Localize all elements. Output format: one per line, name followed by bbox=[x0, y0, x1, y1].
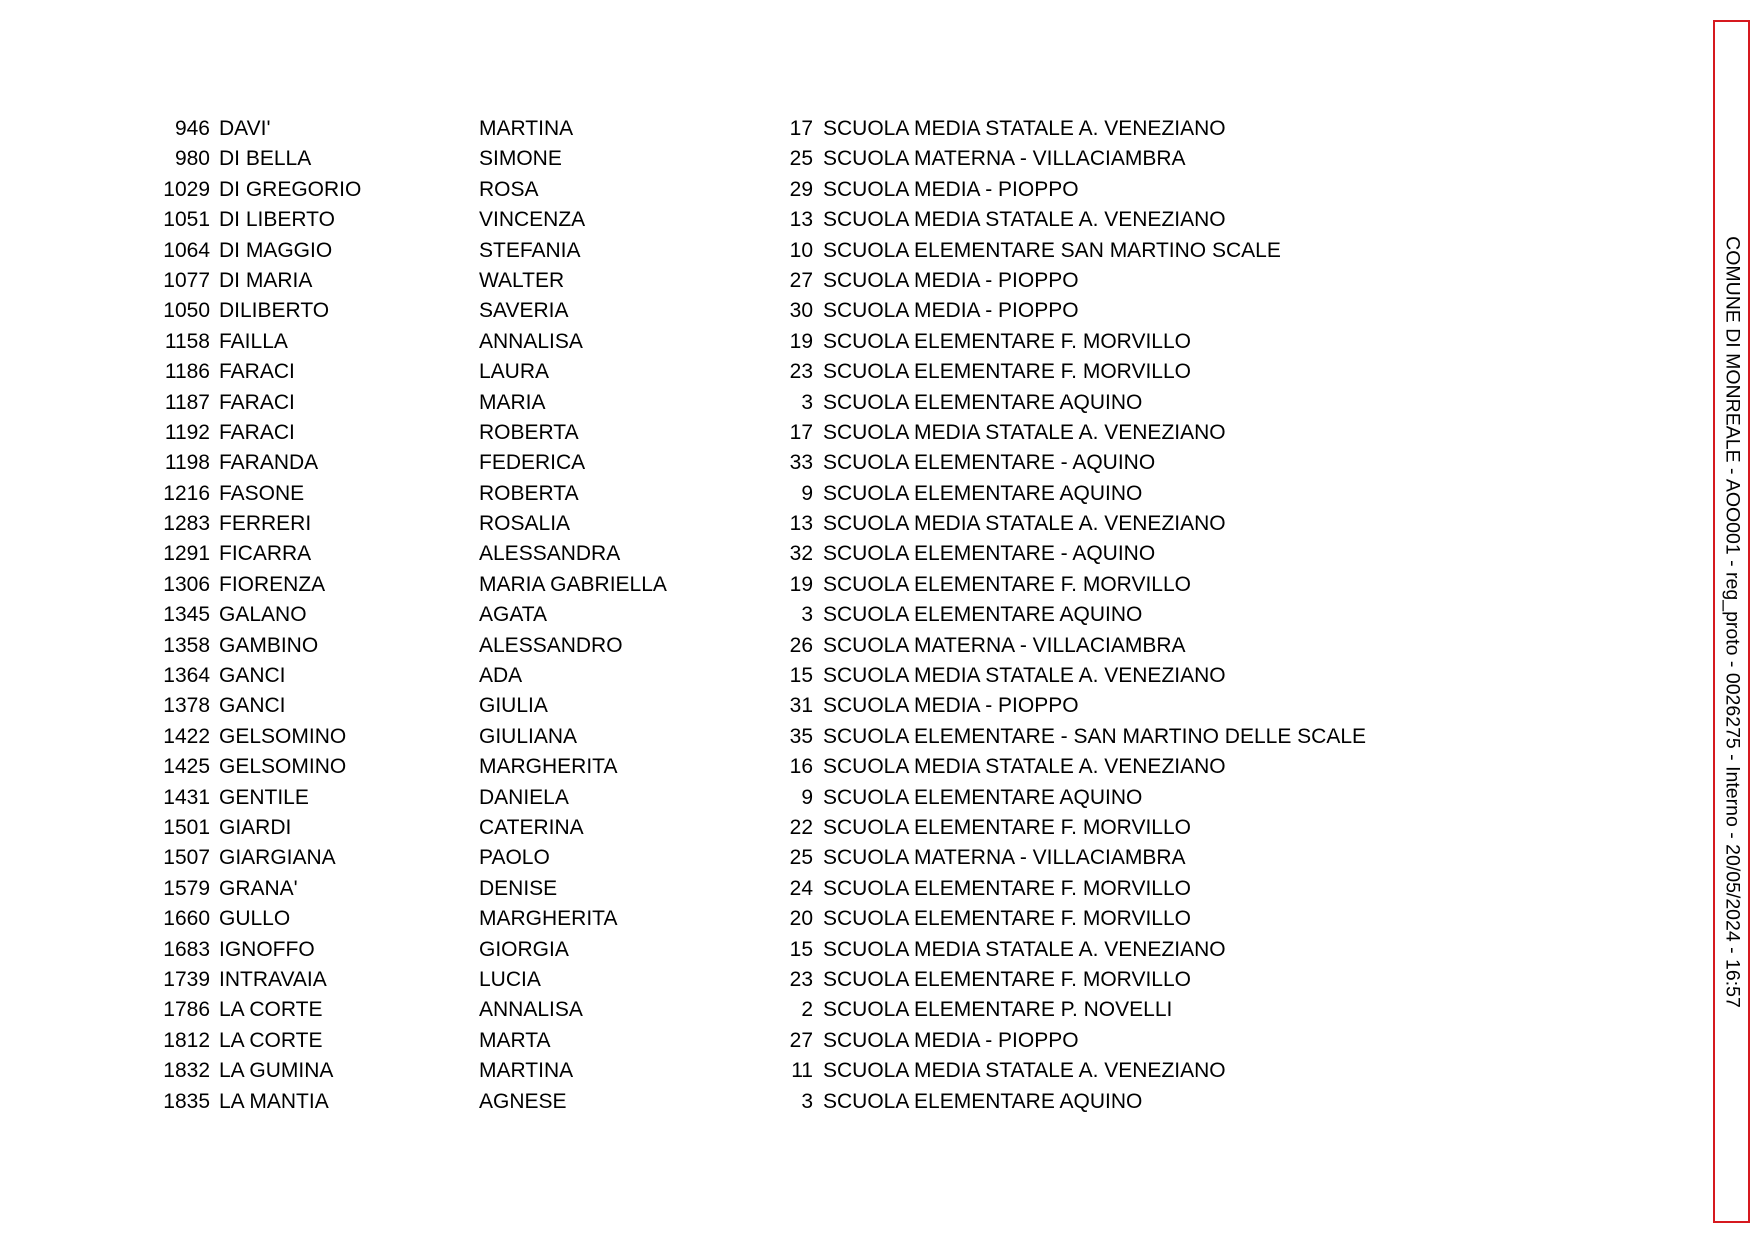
record-first-name: VINCENZA bbox=[479, 208, 586, 232]
record-score: 31 bbox=[789, 694, 813, 718]
record-row bbox=[0, 266, 1500, 296]
record-school: SCUOLA ELEMENTARE F. MORVILLO bbox=[823, 329, 1191, 353]
record-score: 35 bbox=[789, 724, 813, 748]
record-surname: FERRERI bbox=[219, 512, 312, 536]
record-score: 9 bbox=[801, 481, 813, 505]
record-school: SCUOLA MEDIA STATALE A. VENEZIANO bbox=[823, 937, 1226, 961]
record-surname: DI MARIA bbox=[219, 268, 313, 292]
record-number: 1029 bbox=[163, 177, 210, 201]
record-school: SCUOLA MEDIA - PIOPPO bbox=[823, 1028, 1079, 1052]
record-school: SCUOLA ELEMENTARE F. MORVILLO bbox=[823, 907, 1191, 931]
record-score: 15 bbox=[789, 937, 813, 961]
record-number: 1507 bbox=[163, 846, 210, 870]
record-number: 1812 bbox=[163, 1028, 210, 1052]
record-first-name: LUCIA bbox=[479, 967, 541, 991]
record-school: SCUOLA MEDIA - PIOPPO bbox=[823, 299, 1079, 323]
record-score: 23 bbox=[789, 360, 813, 384]
record-school: SCUOLA ELEMENTARE F. MORVILLO bbox=[823, 360, 1191, 384]
record-row bbox=[0, 539, 1500, 569]
record-row bbox=[0, 205, 1500, 235]
record-number: 1186 bbox=[164, 360, 210, 384]
record-surname: GULLO bbox=[219, 907, 291, 931]
record-number: 1216 bbox=[163, 481, 210, 505]
record-number: 1306 bbox=[163, 572, 210, 596]
record-first-name: MARTINA bbox=[479, 117, 574, 140]
record-surname: DI LIBERTO bbox=[219, 208, 335, 232]
record-surname: GIARGIANA bbox=[219, 846, 336, 870]
record-row bbox=[0, 874, 1500, 904]
record-row bbox=[0, 904, 1500, 934]
record-surname: LA GUMINA bbox=[219, 1059, 334, 1083]
record-surname: DI GREGORIO bbox=[219, 177, 362, 201]
record-number: 1660 bbox=[163, 907, 210, 931]
record-surname: DAVI' bbox=[219, 117, 271, 140]
record-number: 1158 bbox=[164, 329, 210, 353]
record-row bbox=[0, 144, 1500, 174]
record-school: SCUOLA ELEMENTARE AQUINO bbox=[823, 481, 1143, 505]
record-first-name: ROSA bbox=[479, 177, 539, 201]
record-surname: FAILLA bbox=[219, 329, 288, 353]
record-number: 1579 bbox=[163, 876, 210, 900]
record-score: 3 bbox=[801, 390, 813, 414]
record-score: 24 bbox=[789, 876, 813, 900]
record-number: 1501 bbox=[163, 815, 210, 839]
record-first-name: ROSALIA bbox=[479, 512, 571, 536]
record-number: 1683 bbox=[163, 937, 210, 961]
record-surname: DILIBERTO bbox=[219, 299, 330, 323]
record-surname: GANCI bbox=[219, 664, 286, 688]
protocol-stamp bbox=[1713, 20, 1750, 1223]
record-first-name: ROBERTA bbox=[479, 420, 579, 444]
record-first-name: GIULIANA bbox=[479, 724, 578, 748]
record-number: 1345 bbox=[163, 603, 210, 627]
record-first-name: FEDERICA bbox=[479, 451, 586, 475]
record-row bbox=[0, 935, 1500, 965]
record-first-name: DANIELA bbox=[479, 785, 569, 809]
record-score: 33 bbox=[789, 451, 813, 475]
record-surname: DI MAGGIO bbox=[219, 238, 333, 262]
record-row bbox=[0, 327, 1500, 357]
record-school: SCUOLA ELEMENTARE F. MORVILLO bbox=[823, 967, 1191, 991]
record-row bbox=[0, 570, 1500, 600]
record-surname: FARACI bbox=[219, 420, 295, 444]
record-score: 26 bbox=[789, 633, 813, 657]
record-row bbox=[0, 1026, 1500, 1056]
record-score: 17 bbox=[789, 117, 813, 140]
record-surname: GANCI bbox=[219, 694, 286, 718]
record-school: SCUOLA MEDIA - PIOPPO bbox=[823, 177, 1079, 201]
record-score: 3 bbox=[801, 603, 813, 627]
record-first-name: STEFANIA bbox=[479, 238, 581, 262]
record-number: 1050 bbox=[163, 299, 210, 323]
record-score: 19 bbox=[789, 572, 813, 596]
record-first-name: WALTER bbox=[479, 268, 565, 292]
record-first-name: AGATA bbox=[479, 603, 548, 627]
record-number: 980 bbox=[174, 147, 210, 171]
record-score: 25 bbox=[789, 147, 813, 171]
record-row bbox=[0, 509, 1500, 539]
record-school: SCUOLA ELEMENTARE - AQUINO bbox=[823, 451, 1156, 475]
record-first-name: GIULIA bbox=[479, 694, 548, 718]
record-school: SCUOLA ELEMENTARE AQUINO bbox=[823, 603, 1143, 627]
record-number: 1422 bbox=[163, 724, 210, 748]
record-first-name: ALESSANDRO bbox=[479, 633, 623, 657]
record-surname: IGNOFFO bbox=[219, 937, 315, 961]
record-first-name: MARIA bbox=[479, 390, 546, 414]
record-school: SCUOLA MEDIA - PIOPPO bbox=[823, 268, 1079, 292]
record-first-name: MARTINA bbox=[479, 1059, 574, 1083]
record-row bbox=[0, 995, 1500, 1025]
record-school: SCUOLA ELEMENTARE AQUINO bbox=[823, 1089, 1143, 1113]
record-row bbox=[0, 722, 1500, 752]
record-surname: GIARDI bbox=[219, 815, 292, 839]
record-school: SCUOLA MEDIA STATALE A. VENEZIANO bbox=[823, 208, 1226, 232]
record-row bbox=[0, 236, 1500, 266]
record-surname: GRANA' bbox=[219, 876, 298, 900]
record-first-name: MARTA bbox=[479, 1028, 551, 1052]
record-number: 1739 bbox=[163, 967, 210, 991]
record-first-name: ROBERTA bbox=[479, 481, 579, 505]
record-number: 946 bbox=[174, 117, 210, 140]
record-score: 30 bbox=[789, 299, 813, 323]
record-school: SCUOLA ELEMENTARE F. MORVILLO bbox=[823, 815, 1191, 839]
record-surname: FASONE bbox=[219, 481, 305, 505]
record-row bbox=[0, 357, 1500, 387]
record-first-name: MARGHERITA bbox=[479, 755, 618, 779]
record-surname: FIORENZA bbox=[219, 572, 326, 596]
record-surname: LA CORTE bbox=[219, 1028, 323, 1052]
record-surname: GENTILE bbox=[219, 785, 309, 809]
record-school: SCUOLA ELEMENTARE AQUINO bbox=[823, 785, 1143, 809]
record-surname: INTRAVAIA bbox=[219, 967, 327, 991]
record-first-name: LAURA bbox=[479, 360, 550, 384]
record-school: SCUOLA ELEMENTARE P. NOVELLI bbox=[823, 998, 1173, 1022]
record-number: 1198 bbox=[164, 451, 210, 475]
record-surname: FARACI bbox=[219, 360, 295, 384]
record-score: 19 bbox=[789, 329, 813, 353]
record-school: SCUOLA ELEMENTARE F. MORVILLO bbox=[823, 572, 1191, 596]
record-row bbox=[0, 296, 1500, 326]
record-score: 13 bbox=[789, 208, 813, 232]
record-number: 1187 bbox=[164, 390, 210, 414]
record-list bbox=[0, 114, 1500, 1117]
record-score: 27 bbox=[789, 268, 813, 292]
record-school: SCUOLA MEDIA STATALE A. VENEZIANO bbox=[823, 664, 1226, 688]
record-school: SCUOLA MATERNA - VILLACIAMBRA bbox=[823, 846, 1186, 870]
record-surname: FICARRA bbox=[219, 542, 312, 566]
record-row bbox=[0, 175, 1500, 205]
record-row bbox=[0, 479, 1500, 509]
record-school: SCUOLA MEDIA STATALE A. VENEZIANO bbox=[823, 1059, 1226, 1083]
record-school: SCUOLA ELEMENTARE F. MORVILLO bbox=[823, 876, 1191, 900]
record-first-name: MARIA GABRIELLA bbox=[479, 572, 667, 596]
record-surname: DI BELLA bbox=[219, 147, 312, 171]
record-score: 9 bbox=[801, 785, 813, 809]
record-score: 32 bbox=[789, 542, 813, 566]
record-first-name: GIORGIA bbox=[479, 937, 569, 961]
record-number: 1192 bbox=[164, 420, 210, 444]
record-score: 17 bbox=[789, 420, 813, 444]
record-first-name: SAVERIA bbox=[479, 299, 569, 323]
record-number: 1378 bbox=[163, 694, 210, 718]
record-number: 1364 bbox=[163, 664, 210, 688]
record-row bbox=[0, 843, 1500, 873]
record-score: 15 bbox=[789, 664, 813, 688]
record-row bbox=[0, 631, 1500, 661]
record-first-name: ANNALISA bbox=[479, 998, 583, 1022]
record-school: SCUOLA MEDIA - PIOPPO bbox=[823, 694, 1079, 718]
record-first-name: MARGHERITA bbox=[479, 907, 618, 931]
record-number: 1431 bbox=[163, 785, 210, 809]
record-score: 3 bbox=[801, 1089, 813, 1113]
record-first-name: SIMONE bbox=[479, 147, 562, 171]
record-score: 10 bbox=[789, 238, 813, 262]
record-row bbox=[0, 114, 1500, 144]
record-row bbox=[0, 418, 1500, 448]
record-school: SCUOLA ELEMENTARE SAN MARTINO SCALE bbox=[823, 238, 1281, 262]
record-number: 1358 bbox=[163, 633, 210, 657]
record-school: SCUOLA MATERNA - VILLACIAMBRA bbox=[823, 147, 1186, 171]
record-school: SCUOLA MEDIA STATALE A. VENEZIANO bbox=[823, 420, 1226, 444]
record-number: 1064 bbox=[163, 238, 210, 262]
record-school: SCUOLA ELEMENTARE - AQUINO bbox=[823, 542, 1156, 566]
record-surname: FARACI bbox=[219, 390, 295, 414]
record-row bbox=[0, 691, 1500, 721]
record-row bbox=[0, 661, 1500, 691]
record-number: 1077 bbox=[163, 268, 210, 292]
record-score: 29 bbox=[789, 177, 813, 201]
record-surname: GELSOMINO bbox=[219, 755, 347, 779]
record-number: 1283 bbox=[163, 512, 210, 536]
record-first-name: AGNESE bbox=[479, 1089, 567, 1113]
record-first-name: CATERINA bbox=[479, 815, 584, 839]
record-score: 11 bbox=[791, 1059, 813, 1083]
record-school: SCUOLA MATERNA - VILLACIAMBRA bbox=[823, 633, 1186, 657]
record-school: SCUOLA ELEMENTARE - SAN MARTINO DELLE SCALE bbox=[823, 724, 1367, 748]
record-school: SCUOLA ELEMENTARE AQUINO bbox=[823, 390, 1143, 414]
record-first-name: ALESSANDRA bbox=[479, 542, 621, 566]
record-number: 1051 bbox=[163, 208, 210, 232]
record-surname: GAMBINO bbox=[219, 633, 319, 657]
record-number: 1425 bbox=[163, 755, 210, 779]
record-score: 22 bbox=[789, 815, 813, 839]
record-row bbox=[0, 388, 1500, 418]
record-score: 23 bbox=[789, 967, 813, 991]
record-row bbox=[0, 783, 1500, 813]
record-number: 1832 bbox=[163, 1059, 210, 1083]
record-number: 1786 bbox=[163, 998, 210, 1022]
record-surname: GALANO bbox=[219, 603, 307, 627]
record-row bbox=[0, 600, 1500, 630]
record-row bbox=[0, 448, 1500, 478]
record-number: 1291 bbox=[163, 542, 210, 566]
record-surname: LA CORTE bbox=[219, 998, 323, 1022]
record-score: 2 bbox=[801, 998, 813, 1022]
record-first-name: ADA bbox=[479, 664, 523, 688]
record-score: 25 bbox=[789, 846, 813, 870]
record-first-name: DENISE bbox=[479, 876, 558, 900]
record-row bbox=[0, 1056, 1500, 1086]
record-surname: FARANDA bbox=[219, 451, 319, 475]
record-number: 1835 bbox=[163, 1089, 210, 1113]
record-row bbox=[0, 965, 1500, 995]
record-surname: LA MANTIA bbox=[219, 1089, 329, 1113]
record-first-name: ANNALISA bbox=[479, 329, 583, 353]
record-score: 13 bbox=[789, 512, 813, 536]
record-score: 20 bbox=[789, 907, 813, 931]
record-school: SCUOLA MEDIA STATALE A. VENEZIANO bbox=[823, 117, 1226, 140]
record-school: SCUOLA MEDIA STATALE A. VENEZIANO bbox=[823, 755, 1226, 779]
record-row bbox=[0, 1087, 1500, 1117]
record-surname: GELSOMINO bbox=[219, 724, 347, 748]
record-first-name: PAOLO bbox=[479, 846, 550, 870]
record-score: 27 bbox=[789, 1028, 813, 1052]
record-school: SCUOLA MEDIA STATALE A. VENEZIANO bbox=[823, 512, 1226, 536]
protocol-stamp-text: COMUNE DI MONREALE - AOO001 - reg_proto - 0026275 - Interno - 20/05/2024 - 16:57 bbox=[1721, 235, 1743, 1008]
record-row bbox=[0, 813, 1500, 843]
record-row bbox=[0, 752, 1500, 782]
record-score: 16 bbox=[789, 755, 813, 779]
